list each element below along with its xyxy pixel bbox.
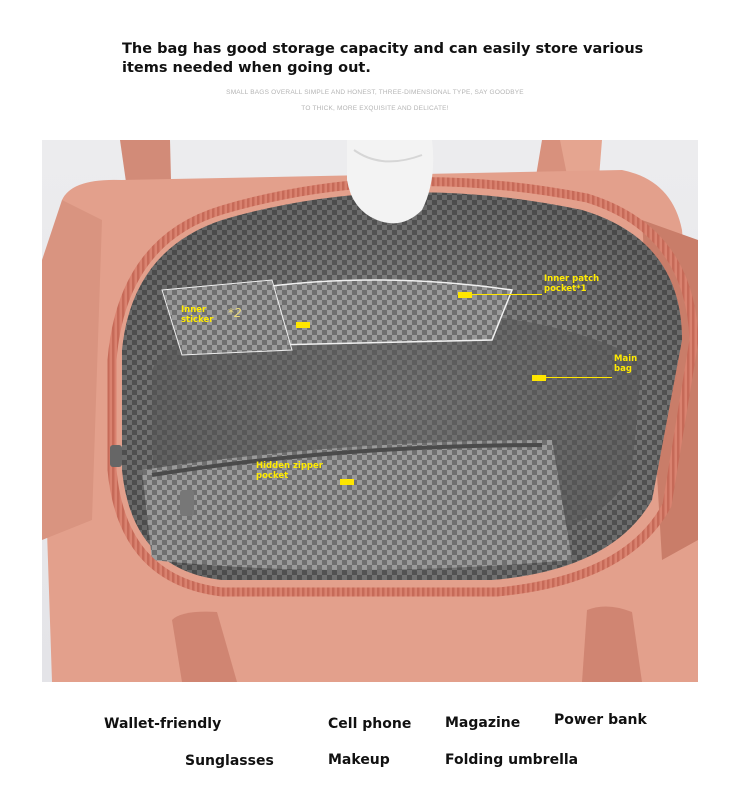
item-sunglasses: Sunglasses bbox=[185, 753, 274, 769]
callout-inner-sticker: Inner sticker bbox=[181, 305, 214, 325]
marker-hidden-zipper-pocket bbox=[340, 479, 354, 485]
product-photo bbox=[42, 140, 698, 682]
callout-inner-sticker-count: *2 bbox=[228, 306, 242, 320]
item-cell-phone: Cell phone bbox=[328, 716, 412, 732]
callout-main-bag: Main bag bbox=[614, 354, 638, 374]
marker-main-bag bbox=[532, 375, 546, 381]
bag-illustration bbox=[42, 140, 698, 682]
item-power-bank: Power bank bbox=[554, 712, 647, 728]
item-magazine: Magazine bbox=[445, 715, 521, 731]
item-folding-umbrella: Folding umbrella bbox=[445, 752, 579, 768]
marker-inner-patch-pocket bbox=[458, 292, 472, 298]
subline-1: SMALL BAGS OVERALL SIMPLE AND HONEST, THREE-DIMENSIONAL TYPE, SAY GOODBYE bbox=[226, 89, 524, 96]
item-makeup: Makeup bbox=[328, 752, 390, 768]
leader-main-bag bbox=[546, 377, 612, 378]
subline-2: TO THICK, MORE EXQUISITE AND DELICATE! bbox=[301, 105, 449, 112]
marker-inner-sticker bbox=[296, 322, 310, 328]
item-wallet: Wallet-friendly bbox=[104, 716, 222, 732]
headline: The bag has good storage capacity and can easily store various items needed when going out. bbox=[122, 41, 644, 76]
callout-hidden-zipper-pocket: Hidden zipper pocket bbox=[256, 461, 323, 481]
leader-inner-patch-pocket bbox=[472, 294, 542, 295]
callout-inner-patch-pocket: Inner patch pocket*1 bbox=[544, 274, 600, 294]
